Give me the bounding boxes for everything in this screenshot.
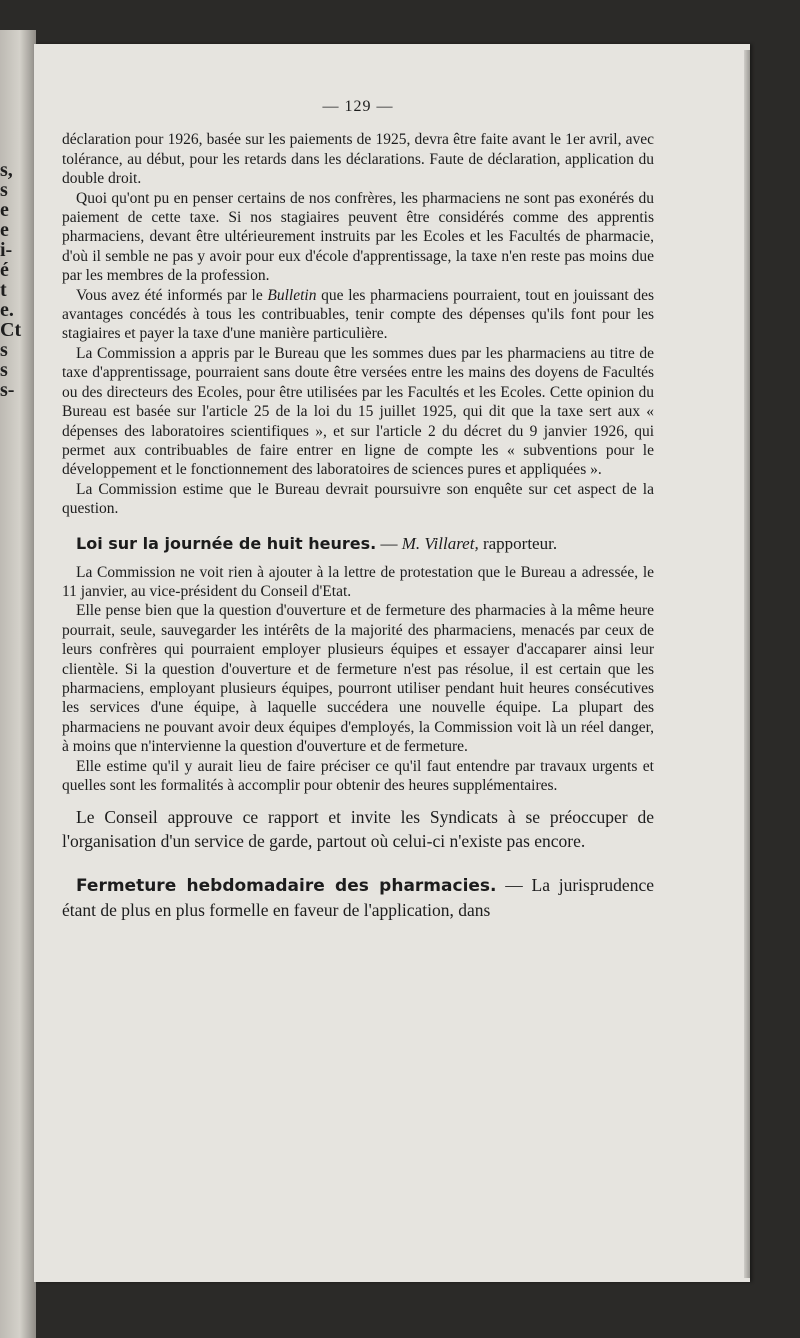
paragraph-bulletin: Vous avez été informés par le Bulletin que les pharmaciens pourraient, tout en jouissant des avantages concédés à tous les contribuables, tenir compte des dépenses qu'ils font pour les stagiaires et payer la taxe d'une manière particulière. (62, 286, 654, 343)
paragraph-enquete: La Commission estime que le Bureau devrait poursuivre son enquête sur cet aspect de la question. (62, 480, 654, 518)
paragraph-protestation: La Commission ne voit rien à ajouter à la lettre de protestation que le Bureau a adressée, le 11 janvier, au vice-président du Conseil d'Etat. (62, 563, 654, 600)
paragraph-declaration: déclaration pour 1926, basée sur les paiements de 1925, devra être faite avant le 1er avril, avec tolérance, au début, pour les retards dans les déclarations. Faute de déclaration, application du double droit. (62, 131, 654, 188)
rapporteur-name: M. Villaret, (401, 533, 479, 553)
heading-fermeture: Fermeture hebdomadaire des pharmacies. (76, 876, 497, 897)
page-edge-shadow (744, 50, 750, 1278)
margin-fragment: e (0, 199, 9, 221)
margin-fragment: Ct (0, 319, 22, 341)
facing-page-text-fragments (0, 159, 22, 401)
paragraph-commission-bureau: La Commission a appris par le Bureau que les sommes dues par les pharmaciens au titre de taxe d'apprentissage, pourraient sans doute être versées entre les mains des doyens de Facultés ou des directeurs des Ecoles, pour être utilisées par les Facultés et les Ecoles. Cette opinion du Bureau est basée sur l'article 25 de la loi du 15 juillet 1925, qui dit que la taxe sert aux « dépenses des laboratoires scientifiques », et sur l'article 2 du décret du 9 janvier 1926, qui permet aux contribuables de faire entrer en ligne de compte les « subventions pour le développement et le fonctionnement des laboratoires de sciences pures et appliquées ». (62, 344, 654, 479)
margin-fragment: é (0, 259, 9, 281)
margin-fragment: s, (0, 159, 13, 181)
margin-fragment: t (0, 279, 7, 301)
margin-fragment: s (0, 339, 8, 361)
margin-fragment: s- (0, 379, 15, 401)
margin-fragment: e (0, 219, 9, 241)
paragraph-taxe: Quoi qu'ont pu en penser certains de nos confrères, les pharmaciens ne sont pas exonérés du paiement de cette taxe. Si nos stagiaires peuvent être considérés comme des apprentis pharmaciens, devant être ultérieurement instruits par les Ecoles et les Facultés de pharmacie, d'où il semble ne pas y avoir pour eux d'école d'apprentissage, la taxe n'en reste pas moins due par les membres de la profession. (62, 189, 654, 285)
margin-fragment: s (0, 359, 8, 381)
margin-fragment: e. (0, 299, 14, 321)
paragraph-ouverture: Elle pense bien que la question d'ouverture et de fermeture des pharmacies à la même heure pourrait, seule, sauvegarder les intérêts de la majorité des pharmaciens, menacés par ceux de leurs confrères qui pourraient employer plusieurs équipes et essayer d'accaparer ainsi leur clientèle. Si la question d'ouverture et de fermeture n'est pas résolue, il est certain que les pharmaciens, employant plusieurs équipes, pourront utiliser pendant huit heures consécutives les services d'une équipe, à laquelle succédera une nouvelle équipe. La plupart des pharmaciens ne pouvant avoir deux équipes d'employés, la Commission voit là un réel danger, à moins que n'intervienne la question d'ouverture et de fermeture. (62, 602, 654, 756)
page-content (62, 97, 654, 922)
paragraph-conseil-approuve: Le Conseil approuve ce rapport et invite les Syndicats à se préoccuper de l'organisation d'un service de garde, partout où celui-ci n'existe pas encore. (62, 807, 654, 852)
section-heading-huit-heures: Loi sur la journée de huit heures. — M. Villaret, rapporteur. (76, 533, 558, 553)
section-fermeture-hebdomadaire: Fermeture hebdomadaire des pharmacies. — La jurisprudence étant de plus en plus formelle en faveur de l'application, dans (62, 875, 654, 921)
bulletin-title: Bulletin (267, 286, 317, 304)
margin-fragment: i- (0, 239, 13, 261)
margin-fragment: s (0, 179, 8, 201)
paragraph-travaux-urgents: Elle estime qu'il y aurait lieu de faire préciser ce qu'il faut entendre par travaux urgents et quelles sont les formalités à accomplir pour obtenir des heures supplémentaires. (62, 757, 654, 794)
page-number: — 129 — (322, 98, 394, 115)
heading-title: Loi sur la journée de huit heures. (76, 533, 377, 553)
